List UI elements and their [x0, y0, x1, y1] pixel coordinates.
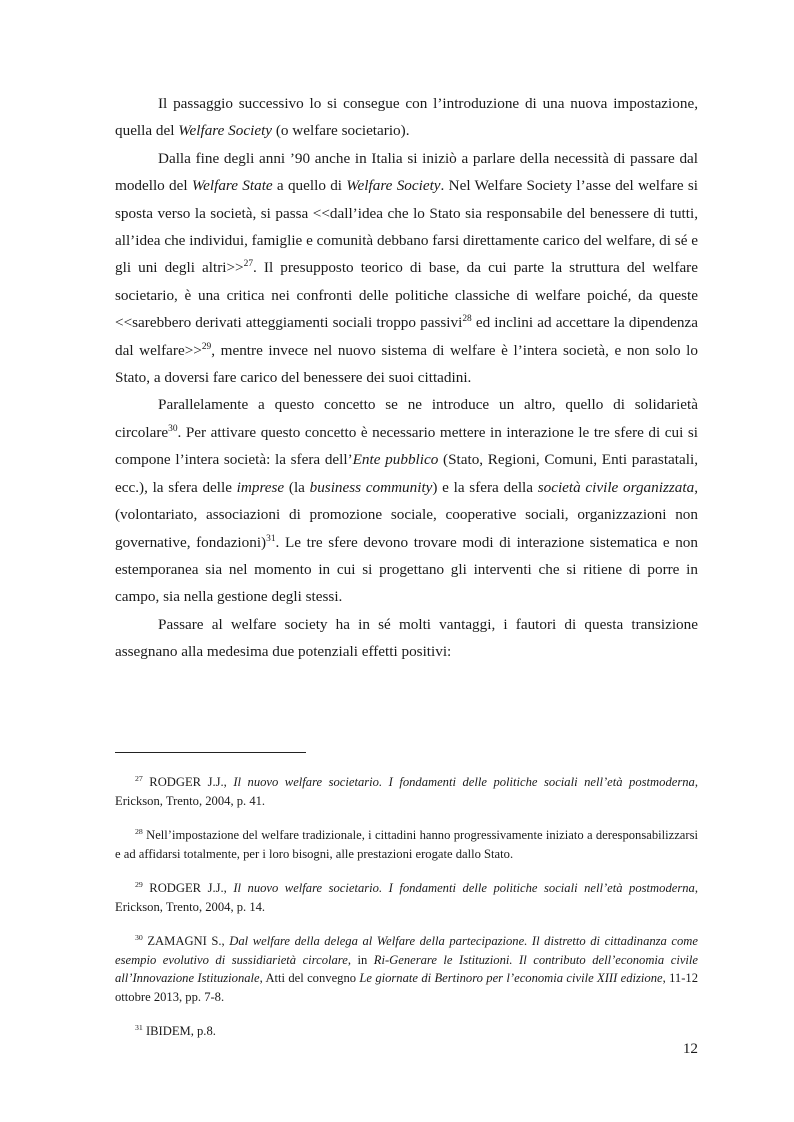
- body-text: [115, 90, 698, 666]
- text-run: Dalla fine degli anni ’90 anche in Italia si iniziò a parlare della necessità di passare dal modello del: [115, 149, 698, 195]
- italic-text: società civile organizzata: [537, 478, 695, 496]
- italic-text: Ri-Generare le Istituzioni. Il contributo dell’economia civile all’Innovazione Istituzionale: [115, 952, 698, 985]
- text-run: (o welfare societario).: [272, 122, 410, 140]
- text-run: , in: [347, 952, 374, 967]
- text-run: ) e la sfera della: [432, 478, 538, 496]
- footnote-marker: 28: [462, 314, 472, 325]
- italic-text: Welfare Society: [178, 122, 273, 140]
- italic-text: Welfare Society: [346, 177, 441, 195]
- text-run: Parallelamente a questo concetto se ne introduce un altro, quello di solidarietà circolare: [115, 396, 698, 441]
- footnote-4: [115, 932, 698, 1006]
- text-run: . Per attivare questo concetto è necessario mettere in interazione le tre sfere di cui si compone l’intera società: la sfera dell’: [115, 423, 698, 469]
- footnote-marker: 27: [243, 259, 254, 270]
- footnote-marker: 31: [266, 533, 276, 544]
- text-run: ZAMAGNI S.,: [142, 934, 230, 948]
- text-run: Passare al welfare society ha in sé molti vantaggi, i fautori di questa transizione assegnano alla medesima due potenziali effetti positivi:: [115, 615, 698, 661]
- text-run: , (volontariato, associazioni di promozione sociale, cooperative sociali, organizzazioni non governative, fondazioni): [115, 478, 698, 551]
- text-run: Nell’impostazione del welfare tradizionale, i cittadini hanno progressivamente iniziato a deresponsabilizzarsi e ad affidarsi totalmente, per i loro bisogni, alle prestazioni erogate dallo Stato.: [115, 828, 698, 861]
- text-run: , 11-12 ottobre 2013, pp. 7-8.: [115, 971, 698, 1004]
- text-run: . Il presupposto teorico di base, da cui parte la struttura del welfare societario, è una critica nei confronti delle politiche classiche di welfare poiché, da queste <<sarebbero derivati atteggiamenti sociali troppo passivi: [115, 259, 698, 332]
- footnote-separator: [115, 752, 306, 753]
- text-run: , Erickson, Trento, 2004, p. 41.: [115, 775, 698, 808]
- footnote-marker: 30: [135, 932, 143, 942]
- text-run: Il passaggio successivo lo si consegue con l’introduzione di una nuova impostazione, quella del: [115, 95, 698, 140]
- page-number: 12: [682, 1040, 698, 1057]
- italic-text: Ente pubblico: [352, 451, 439, 469]
- footnote-marker: 28: [135, 826, 143, 836]
- paragraph-2: [115, 145, 698, 392]
- italic-text: Welfare State: [191, 177, 273, 195]
- footnote-marker: 30: [168, 423, 178, 434]
- paragraph-3: [115, 391, 698, 610]
- italic-text: imprese: [236, 478, 285, 496]
- footnotes: [115, 773, 698, 1057]
- footnote-5: [115, 1022, 698, 1041]
- text-run: . Le tre sfere devono trovare modi di interazione sistematica e non estemporanea sia nel momento in cui si progettano gli interventi che si ritiene di porre in campo, sia nella gestione degli stessi.: [115, 533, 698, 606]
- text-run: (Stato, Regioni, Comuni, Enti parastatali, ecc.), la sfera delle: [115, 451, 698, 496]
- italic-text: Dal welfare della delega al Welfare della partecipazione. Il distretto di cittadinanza come esempio evolutivo di sussidiarietà circolare: [115, 934, 698, 967]
- text-run: (la: [284, 478, 310, 496]
- text-run: , Erickson, Trento, 2004, p. 14.: [115, 881, 698, 914]
- italic-text: Il nuovo welfare societario. I fondamenti delle politiche sociali nell’età postmoderna: [233, 775, 695, 789]
- italic-text: Le giornate di Bertinoro per l’economia civile XIII edizione: [359, 971, 663, 985]
- text-run: IBIDEM, p.8.: [142, 1024, 216, 1038]
- text-run: RODGER J.J.,: [142, 775, 234, 789]
- text-run: RODGER J.J.,: [142, 881, 234, 895]
- paragraph-4: [115, 611, 698, 666]
- footnote-marker: 27: [135, 773, 143, 783]
- footnote-marker: 31: [135, 1022, 143, 1032]
- footnote-marker: 29: [135, 879, 143, 889]
- text-run: a quello di: [272, 177, 347, 195]
- footnote-1: [115, 773, 698, 810]
- text-run: , Atti del convegno: [259, 971, 360, 985]
- footnote-marker: 29: [201, 341, 212, 352]
- footnote-2: [115, 826, 698, 863]
- text-run: , mentre invece nel nuovo sistema di welfare è l’intera società, e non solo lo Stato, a doversi fare carico del benessere dei suoi cittadini.: [115, 341, 698, 387]
- italic-text: Il nuovo welfare societario. I fondamenti delle politiche sociali nell’età postmoderna: [233, 881, 695, 895]
- text-run: ed inclini ad accettare la dipendenza dal welfare>>: [115, 314, 698, 359]
- text-run: . Nel Welfare Society l’asse del welfare si sposta verso la società, si passa <<dall’idea che lo Stato sia responsabile del benessere di tutti, all’idea che individui, famiglie e comunità debbano farsi direttamente carico del welfare, di sé e gli uni degli altri>>: [115, 177, 698, 277]
- footnote-3: [115, 879, 698, 916]
- italic-text: business community: [309, 478, 433, 496]
- paragraph-1: [115, 90, 698, 145]
